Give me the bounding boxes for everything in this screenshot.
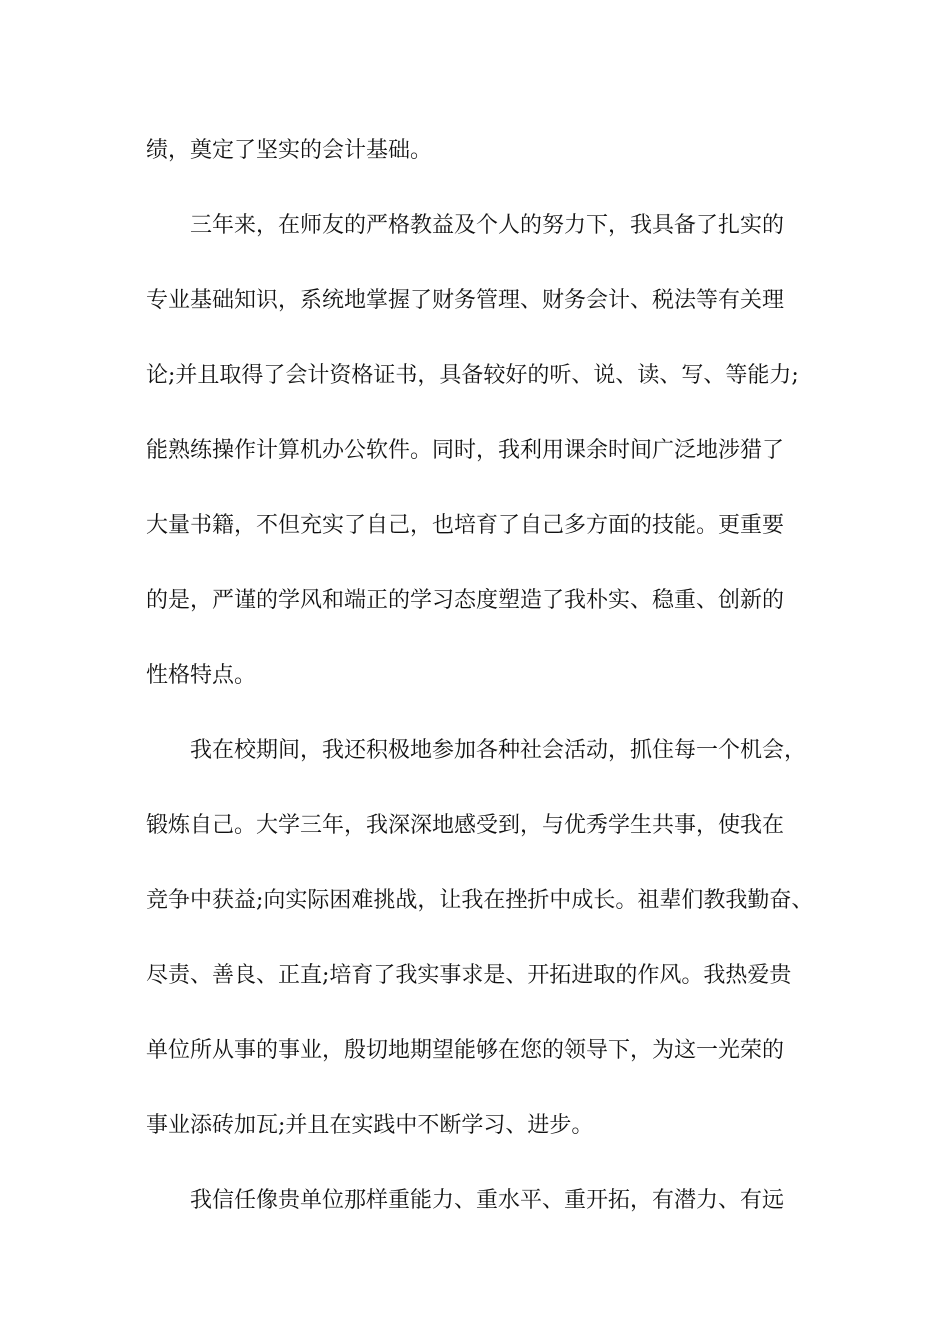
text-line-5: 能熟练操作计算机办公软件。同时，我利用课余时间广泛地涉猎了: [146, 438, 785, 463]
text-line-7: 的是，严谨的学风和端正的学习态度塑造了我朴实、稳重、创新的: [146, 588, 785, 613]
text-line-2: 三年来，在师友的严格教益及个人的努力下，我具备了扎实的: [190, 213, 785, 238]
text-line-1: 绩，奠定了坚实的会计基础。: [146, 138, 433, 163]
text-line-10: 锻炼自己。大学三年，我深深地感受到，与优秀学生共事，使我在: [146, 813, 785, 838]
text-line-4: 论;并且取得了会计资格证书，具备较好的听、说、读、写、等能力;: [146, 363, 799, 388]
text-line-15: 我信任像贵单位那样重能力、重水平、重开拓，有潜力、有远: [190, 1188, 785, 1213]
text-line-11: 竞争中获益;向实际困难挑战，让我在挫折中成长。祖辈们教我勤奋、: [146, 888, 814, 913]
text-line-12: 尽责、善良、正直;培育了我实事求是、开拓进取的作风。我热爱贵: [146, 963, 792, 988]
text-line-13: 单位所从事的事业，殷切地期望能够在您的领导下，为这一光荣的: [146, 1038, 785, 1063]
text-line-14: 事业添砖加瓦;并且在实践中不断学习、进步。: [146, 1113, 594, 1138]
text-line-6: 大量书籍，不但充实了自己，也培育了自己多方面的技能。更重要: [146, 513, 785, 538]
text-line-9: 我在校期间，我还积极地参加各种社会活动，抓住每一个机会，: [190, 738, 807, 763]
text-line-8: 性格特点。: [146, 663, 257, 688]
text-line-3: 专业基础知识，系统地掌握了财务管理、财务会计、税法等有关理: [146, 288, 785, 313]
